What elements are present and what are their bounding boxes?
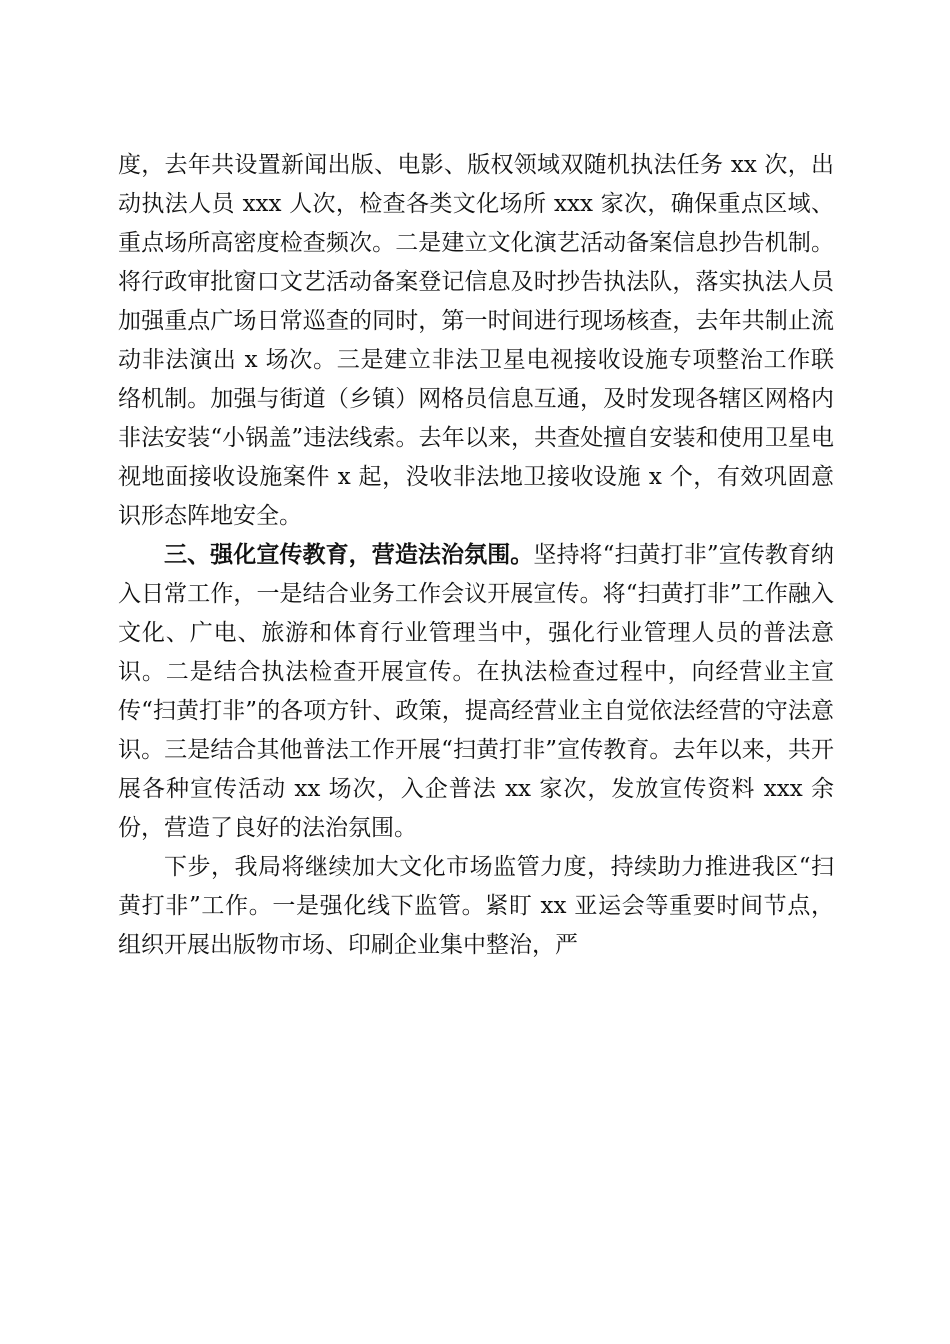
paragraph-text: 度，去年共设置新闻出版、电影、版权领域双随机执法任务 xx 次，出动执法人员 xxx 人次，检查各类文化场所 xxx 家次，确保重点区域、重点场所高密度检查频次。二是建立文化演艺活动备案信息抄告机制。将行政审批窗口文艺活动备案登记信息及时抄告执法队，落实执法人员加强重点广场日常巡查的同时，第一时间进行现场核查，去年共制止流动非法演出 x 场次。三是建立非法卫星电视接收设施专项整治工作联络机制。加强与街道（乡镇）网格员信息互通，及时发现各辖区网格内非法安装“小锅盖”违法线索。去年以来，共查处擅自安装和使用卫星电视地面接收设施案件 x 起，没收非法地卫接收设施 x 个，有效巩固意识形态阵地安全。 [118, 152, 834, 529]
section-heading: 三、强化宣传教育，营造法治氛围。 [164, 542, 534, 568]
paragraph-text: 下步，我局将继续加大文化市场监管力度，持续助力推进我区“扫黄打非”工作。一是强化线下监管。紧盯 xx 亚运会等重要时间节点，组织开展出版物市场、印刷企业集中整治，严 [118, 854, 834, 958]
paragraph-section-three [118, 536, 834, 848]
document-page [118, 146, 834, 965]
paragraph-text: 坚持将“扫黄打非”宣传教育纳入日常工作，一是结合业务工作会议开展宣传。将“扫黄打非”工作融入文化、广电、旅游和体育行业管理当中，强化行业管理人员的普法意识。二是结合执法检查开展宣传。在执法检查过程中，向经营业主宣传“扫黄打非”的各项方针、政策，提高经营业主自觉依法经营的守法意识。三是结合其他普法工作开展“扫黄打非”宣传教育。去年以来，共开展各种宣传活动 xx 场次，入企普法 xx 家次，发放宣传资料 xxx 余份，营造了良好的法治氛围。 [118, 542, 834, 841]
paragraph-next-steps [118, 848, 834, 965]
paragraph-continuation [118, 146, 834, 536]
